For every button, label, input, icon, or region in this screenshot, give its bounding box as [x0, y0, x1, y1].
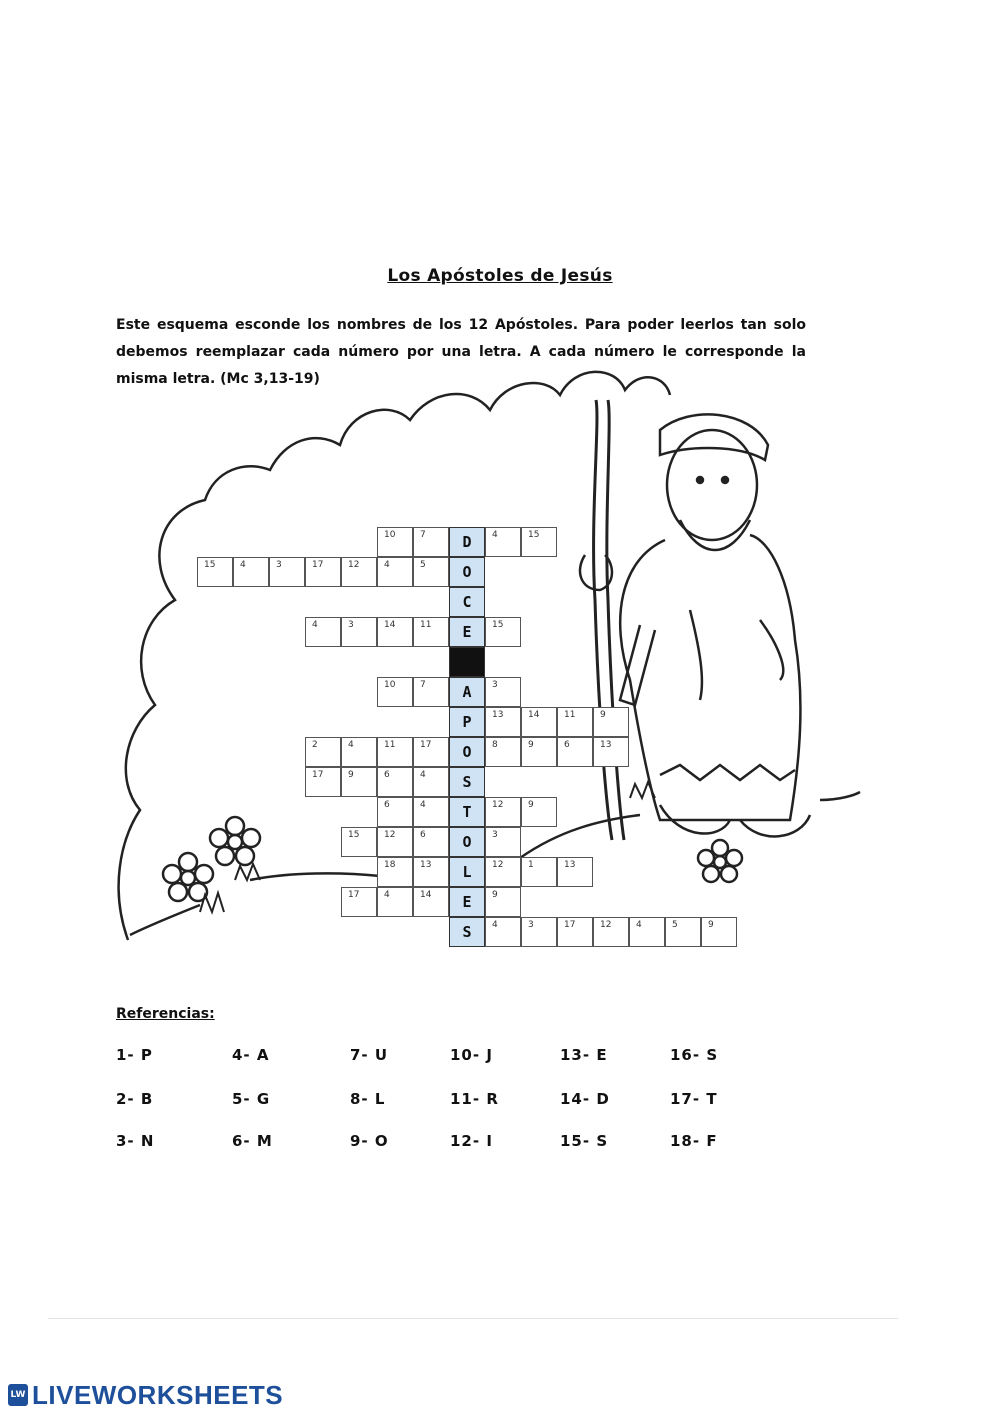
puzzle-cell[interactable]: 10	[377, 527, 413, 557]
reference-item: 13- E	[560, 1046, 608, 1064]
puzzle-cell[interactable]: 6	[377, 767, 413, 797]
liveworksheets-logo[interactable]	[8, 1380, 283, 1410]
logo-text: LIVEWORKSHEETS	[32, 1379, 284, 1410]
puzzle-cell[interactable]: 5	[665, 917, 701, 947]
puzzle-cell[interactable]: 12	[485, 797, 521, 827]
puzzle-cell[interactable]: 13	[485, 707, 521, 737]
references-title: Referencias:	[116, 1006, 215, 1022]
puzzle-cell[interactable]: 11	[557, 707, 593, 737]
ground-line	[520, 792, 860, 858]
key-cell: O	[449, 557, 485, 587]
puzzle-cell[interactable]: 4	[377, 557, 413, 587]
reference-item: 1- P	[116, 1046, 153, 1064]
puzzle-cell[interactable]: 15	[485, 617, 521, 647]
reference-item: 7- U	[350, 1046, 389, 1064]
key-cell: T	[449, 797, 485, 827]
puzzle-cell[interactable]: 12	[485, 857, 521, 887]
reference-item: 15- S	[560, 1132, 609, 1150]
key-cell: C	[449, 587, 485, 617]
key-cell	[449, 647, 485, 677]
puzzle-cell[interactable]: 13	[557, 857, 593, 887]
key-cell: P	[449, 707, 485, 737]
key-cell: L	[449, 857, 485, 887]
puzzle-cell[interactable]: 4	[413, 767, 449, 797]
puzzle-cell[interactable]: 17	[413, 737, 449, 767]
puzzle-cell[interactable]: 17	[305, 767, 341, 797]
puzzle-cell[interactable]: 9	[521, 797, 557, 827]
puzzle-cell[interactable]: 10	[377, 677, 413, 707]
key-cell: S	[449, 767, 485, 797]
puzzle-cell[interactable]: 4	[413, 797, 449, 827]
puzzle-cell[interactable]: 14	[413, 887, 449, 917]
puzzle-cell[interactable]: 3	[485, 827, 521, 857]
puzzle-cell[interactable]: 4	[485, 527, 521, 557]
key-cell: A	[449, 677, 485, 707]
puzzle-cell[interactable]: 17	[341, 887, 377, 917]
puzzle-cell[interactable]: 15	[521, 527, 557, 557]
puzzle-cell[interactable]: 9	[341, 767, 377, 797]
puzzle-cell[interactable]: 3	[521, 917, 557, 947]
puzzle-cell[interactable]: 4	[341, 737, 377, 767]
key-cell: S	[449, 917, 485, 947]
key-cell: O	[449, 827, 485, 857]
puzzle-cell[interactable]: 11	[413, 617, 449, 647]
puzzle-cell[interactable]: 14	[521, 707, 557, 737]
puzzle-cell[interactable]: 9	[521, 737, 557, 767]
puzzle-cell[interactable]: 12	[593, 917, 629, 947]
reference-item: 5- G	[232, 1090, 271, 1108]
reference-item: 16- S	[670, 1046, 719, 1064]
puzzle-cell[interactable]: 4	[377, 887, 413, 917]
puzzle-cell[interactable]: 12	[341, 557, 377, 587]
reference-item: 9- O	[350, 1132, 389, 1150]
puzzle-cell[interactable]: 1	[521, 857, 557, 887]
flower-icon	[210, 817, 260, 865]
key-cell: D	[449, 527, 485, 557]
puzzle-cell[interactable]: 12	[377, 827, 413, 857]
puzzle-cell[interactable]: 9	[485, 887, 521, 917]
puzzle-cell[interactable]: 17	[557, 917, 593, 947]
puzzle-cell[interactable]: 18	[377, 857, 413, 887]
reference-item: 6- M	[232, 1132, 273, 1150]
puzzle-cell[interactable]: 3	[341, 617, 377, 647]
puzzle-cell[interactable]: 6	[413, 827, 449, 857]
intro-text: Este esquema esconde los nombres de los 12 Apóstoles. Para poder leerlos tan solo debemos reemplazar cada número por una letra. A cada número le corresponde la misma letra. (Mc 3,13-19)	[116, 317, 806, 387]
puzzle-cell[interactable]: 15	[341, 827, 377, 857]
puzzle-cell[interactable]: 7	[413, 677, 449, 707]
puzzle-cell[interactable]: 14	[377, 617, 413, 647]
puzzle-cell[interactable]: 17	[305, 557, 341, 587]
reference-item: 10- J	[450, 1046, 493, 1064]
puzzle-cell[interactable]: 4	[233, 557, 269, 587]
puzzle-cell[interactable]: 7	[413, 527, 449, 557]
reference-item: 3- N	[116, 1132, 155, 1150]
reference-item: 18- F	[670, 1132, 718, 1150]
key-cell: E	[449, 617, 485, 647]
puzzle-cell[interactable]: 11	[377, 737, 413, 767]
reference-item: 11- R	[450, 1090, 499, 1108]
puzzle-cell[interactable]: 15	[197, 557, 233, 587]
puzzle-cell[interactable]: 5	[413, 557, 449, 587]
key-cell: O	[449, 737, 485, 767]
puzzle-cell[interactable]: 9	[593, 707, 629, 737]
reference-item: 12- I	[450, 1132, 493, 1150]
puzzle-cell[interactable]: 6	[557, 737, 593, 767]
reference-item: 8- L	[350, 1090, 386, 1108]
puzzle-cell[interactable]: 4	[485, 917, 521, 947]
logo-icon: LW	[8, 1384, 28, 1406]
puzzle-cell[interactable]: 13	[413, 857, 449, 887]
key-cell: E	[449, 887, 485, 917]
puzzle-cell[interactable]: 3	[269, 557, 305, 587]
puzzle-cell[interactable]: 9	[701, 917, 737, 947]
flower-icon	[698, 840, 742, 882]
puzzle-cell[interactable]: 3	[485, 677, 521, 707]
puzzle-cell[interactable]: 4	[629, 917, 665, 947]
puzzle-cell[interactable]: 8	[485, 737, 521, 767]
puzzle-cell[interactable]: 6	[377, 797, 413, 827]
reference-item: 14- D	[560, 1090, 610, 1108]
reference-item: 4- A	[232, 1046, 270, 1064]
reference-item: 17- T	[670, 1090, 718, 1108]
apostle-figure	[580, 414, 810, 836]
puzzle-cell[interactable]: 2	[305, 737, 341, 767]
puzzle-cell[interactable]: 4	[305, 617, 341, 647]
footer-divider	[48, 1318, 898, 1319]
puzzle-cell[interactable]: 13	[593, 737, 629, 767]
reference-item: 2- B	[116, 1090, 154, 1108]
page-title: Los Apóstoles de Jesús	[387, 266, 613, 286]
